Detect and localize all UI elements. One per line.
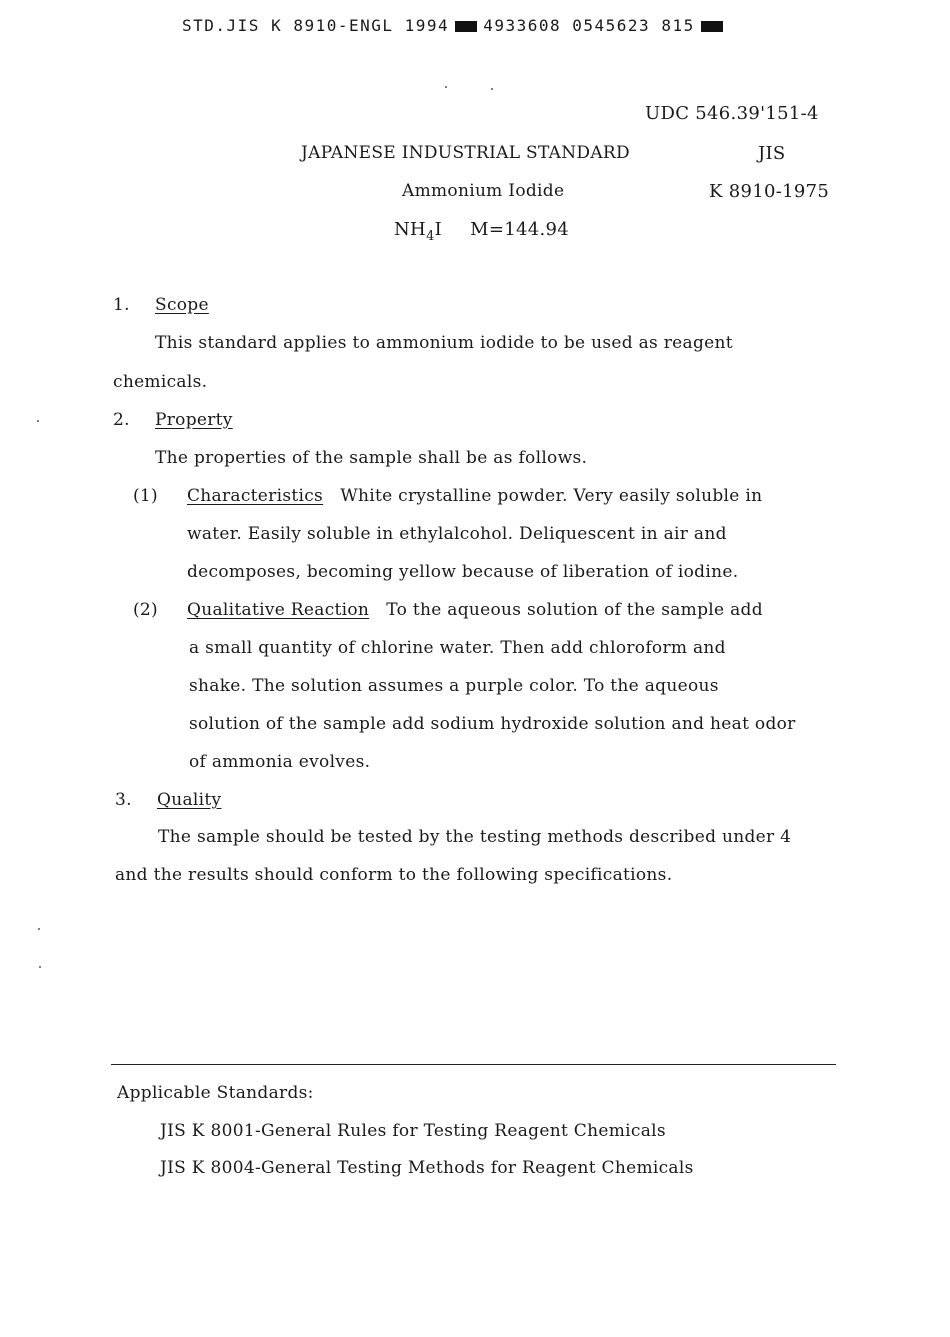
quality-heading: Quality [157,790,222,810]
item2-heading: Qualitative Reaction [187,600,370,620]
scope-number: 1. [113,295,130,315]
property-heading: Property [155,410,233,430]
item1-marker: (1) [133,486,158,506]
applicable-item-1: JIS K 8001-General Rules for Testing Reagent Chemicals [160,1121,666,1141]
property-number: 2. [113,410,130,430]
jis-label: JIS [758,143,786,164]
stamp-left-text: STD.JIS K 8910-ENGL 1994 [182,16,450,35]
formula-prefix: NH [394,219,427,240]
footnote-divider [111,1064,836,1065]
quality-number: 3. [115,790,132,810]
molar-mass: M=144.94 [470,219,569,240]
item1-line-3: decomposes, becoming yellow because of liberation of iodine. [187,562,739,582]
quality-line-1: The sample should be tested by the testing methods described under 4 [158,827,792,847]
quality-line-2: and the results should conform to the following specifications. [115,865,673,885]
item2-marker: (2) [133,600,158,620]
standard-name: JAPANESE INDUSTRIAL STANDARD [301,143,630,163]
item2-line-5: of ammonia evolves. [189,752,371,772]
scan-speck [39,966,41,968]
item1-first-line [187,486,762,506]
scan-speck [38,928,40,930]
scope-line-1: This standard applies to ammonium iodide to be used as reagent [155,333,733,353]
item2-line-4: solution of the sample add sodium hydroxide solution and heat odor [189,714,796,734]
stamp-middle-text: 4933608 0545623 815 [483,16,695,35]
property-intro: The properties of the sample shall be as follows. [155,448,588,468]
item1-heading: Characteristics [187,486,324,506]
substance-name: Ammonium Iodide [402,181,565,201]
item1-line-2: water. Easily soluble in ethylalcohol. Deliquescent in air and [187,524,727,544]
item2-line-3: shake. The solution assumes a purple color. To the aqueous [189,676,719,696]
applicable-heading: Applicable Standards: [117,1083,314,1103]
formula-subscript: 4 [426,229,435,244]
scan-speck [37,420,39,422]
standard-code: K 8910-1975 [709,181,830,202]
item1-first-text: White crystalline powder. Very easily soluble in [340,486,763,506]
scope-heading: Scope [155,295,209,315]
formula-suffix: I [434,219,443,240]
scope-line-2: chemicals. [113,372,208,392]
scan-speck [445,86,447,88]
item2-first-text: To the aqueous solution of the sample add [386,600,763,620]
item2-line-2: a small quantity of chlorine water. Then add chloroform and [189,638,726,658]
applicable-item-2: JIS K 8004-General Testing Methods for Reagent Chemicals [160,1158,694,1178]
redaction-block-icon [701,21,723,32]
item2-first-line [187,600,763,620]
udc-number: UDC 546.39'151-4 [645,103,819,124]
chemical-formula [394,219,569,244]
header-stamp [182,16,729,35]
redaction-block-icon [455,21,477,32]
scan-speck [491,88,493,90]
